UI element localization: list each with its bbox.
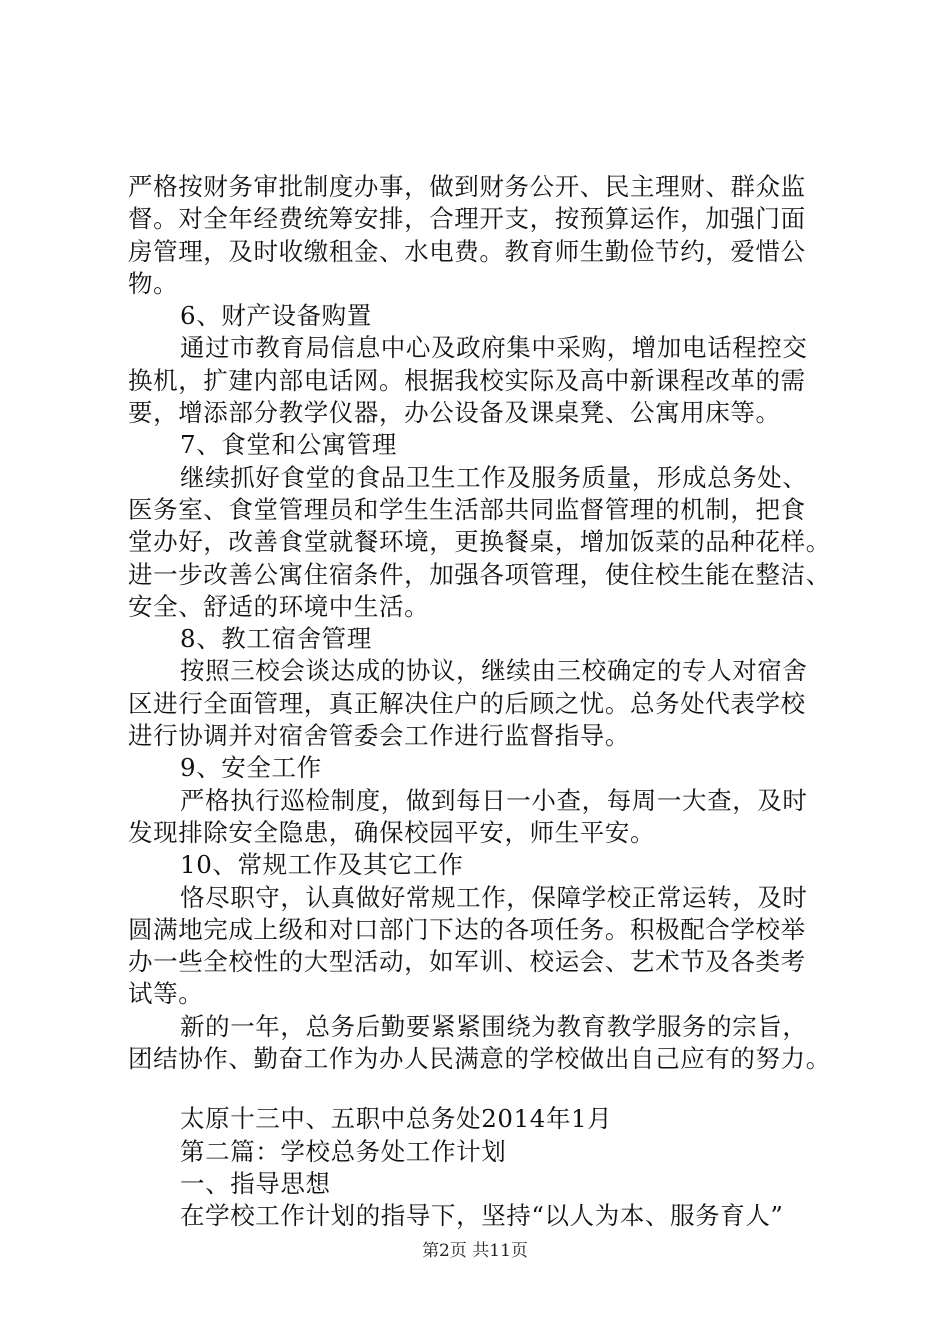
text-line: 要，增添部分教学仪器，办公设备及课桌凳、公寓用床等。 [128,398,781,428]
text-line: 房管理，及时收缴租金、水电费。教育师生勤俭节约，爱惜公 [128,236,806,266]
page-number-footer: 第2页 共11页 [422,1241,528,1261]
text-line: 圆满地完成上级和对口部门下达的各项任务。积极配合学校举 [128,914,806,944]
document-body [128,171,840,1233]
section-heading: 9、安全工作 [180,753,322,783]
section-heading: 10、常规工作及其它工作 [180,850,464,880]
text-line: 严格执行巡检制度，做到每日一小查，每周一大查，及时 [180,785,808,815]
text-line: 恪尽职守，认真做好常规工作，保障学校正常运转，及时 [180,882,808,912]
text-line: 发现排除安全隐患，确保校园平安，师生平安。 [128,817,656,847]
text-line: 在学校工作计划的指导下，坚持“以人为本、服务育人” [180,1201,784,1231]
article-title: 第二篇：学校总务处工作计划 [180,1136,507,1166]
paragraph-gap [128,1075,840,1103]
text-line: 团结协作、勤奋工作为办人民满意的学校做出自己应有的努力。 [128,1044,831,1074]
text-line: 区进行全面管理，真正解决住户的后顾之忧。总务处代表学校 [128,688,806,718]
text-line: 安全、舒适的环境中生活。 [128,591,430,621]
section-heading: 一、指导思想 [180,1168,331,1198]
text-line: 继续抓好食堂的食品卫生工作及服务质量，形成总务处、 [180,462,808,492]
text-line: 办一些全校性的大型活动，如军训、校运会、艺术节及各类考 [128,947,806,977]
text-line: 试等。 [128,979,204,1009]
text-line: 进行协调并对宿舍管委会工作进行监督指导。 [128,721,630,751]
text-line: 换机，扩建内部电话网。根据我校实际及高中新课程改革的需 [128,365,806,395]
text-line: 严格按财务审批制度办事，做到财务公开、民主理财、群众监 [128,172,806,201]
text-line: 督。对全年经费统筹安排，合理开支，按预算运作，加强门面 [128,204,806,234]
section-heading: 8、教工宿舍管理 [180,624,372,654]
section-heading: 7、食堂和公寓管理 [180,430,397,460]
text-line: 物。 [128,268,179,298]
text-line: 通过市教育局信息中心及政府集中采购，增加电话程控交 [180,333,808,363]
text-line: 进一步改善公寓住宿条件，加强各项管理，使住校生能在整洁、 [128,559,831,589]
text-line: 新的一年，总务后勤要紧紧围绕为教育教学服务的宗旨， [180,1011,808,1041]
text-line: 医务室、食堂管理员和学生生活部共同监督管理的机制，把食 [128,494,806,524]
signature-line: 太原十三中、五职中总务处2014年1月 [180,1104,613,1134]
section-heading: 6、财产设备购置 [180,301,372,331]
text-line: 堂办好，改善食堂就餐环境，更换餐桌，增加饭菜的品种花样。 [128,527,831,557]
text-line: 按照三校会谈达成的协议，继续由三校确定的专人对宿舍 [180,656,808,686]
